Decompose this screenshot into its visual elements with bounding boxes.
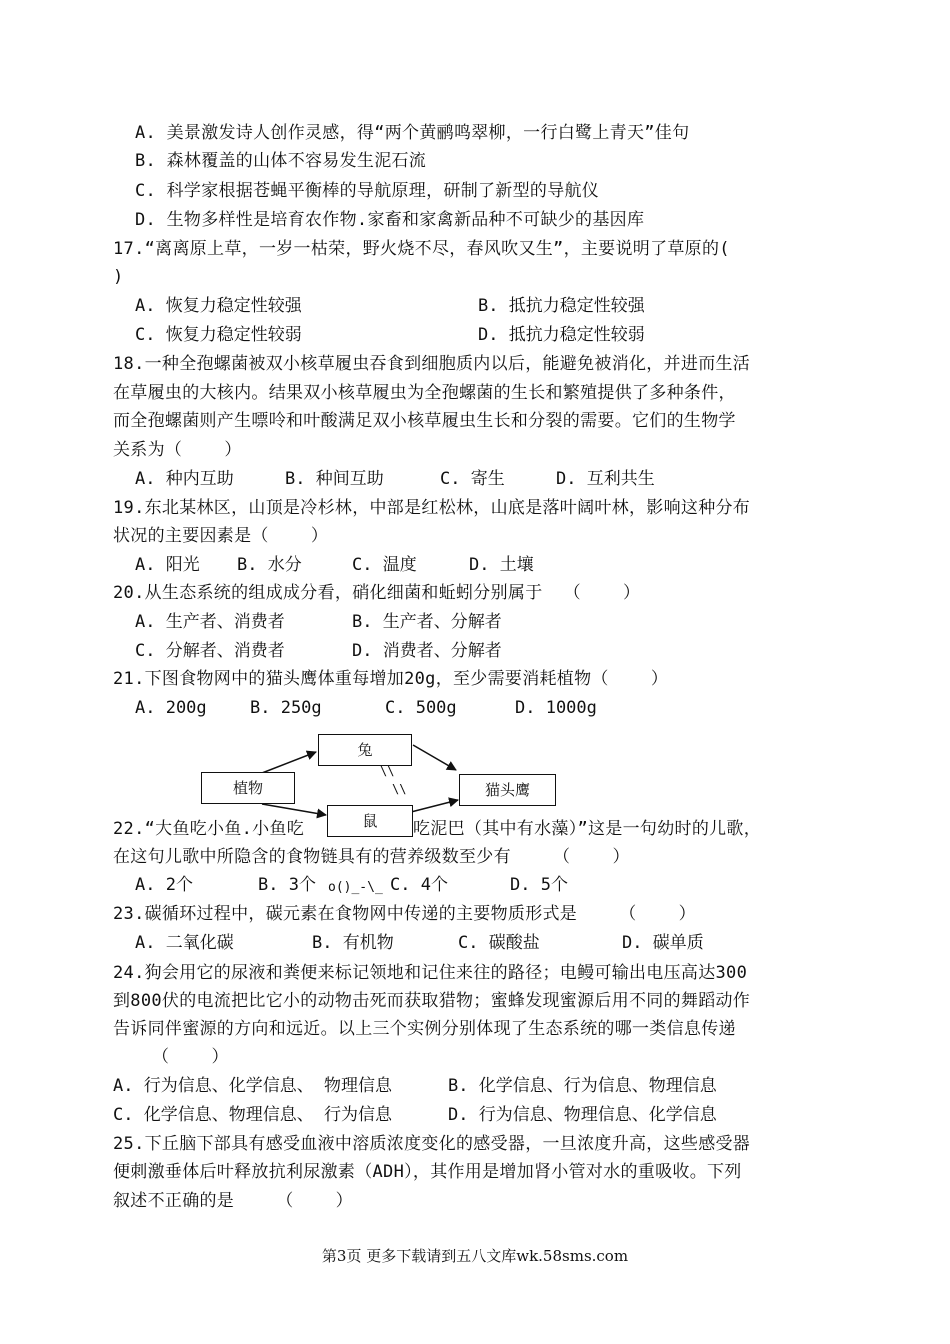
arrow-plant-to-rabbit <box>262 752 316 773</box>
q19-option-b: B. 水分 <box>237 555 302 575</box>
q22-stem-part2: 吃泥巴（其中有水藻）”这是一句幼时的儿歌， <box>413 819 762 839</box>
q23-option-b: B. 有机物 <box>312 933 394 953</box>
q24-option-c: C. 化学信息、物理信息、 行为信息 <box>113 1105 392 1125</box>
q25-stem-2: 便刺激垂体后叶释放抗利尿激素（ADH），其作用是增加肾小管对水的重吸收。下列 <box>113 1162 742 1182</box>
q24-stem-3: 告诉同伴蜜源的方向和远近。以上三个实例分别体现了生态系统的哪一类信息传递 <box>113 1019 736 1039</box>
q18-option-c: C. 寄生 <box>440 469 505 489</box>
q24-option-a: A. 行为信息、化学信息、 物理信息 <box>113 1076 392 1096</box>
q20-option-d: D. 消费者、分解者 <box>352 641 502 661</box>
page-footer: 第3页 更多下载请到五八文库wk.58sms.com <box>321 1247 629 1265</box>
q23-stem: 23.碳循环过程中，碳元素在食物网中传递的主要物质形式是 （ ） <box>113 904 696 924</box>
q25-stem-3: 叙述不正确的是 （ ） <box>113 1191 353 1211</box>
q20-option-c: C. 分解者、消费者 <box>135 641 285 661</box>
food-web-node-plant: 植物 <box>201 772 295 804</box>
q18-stem-2: 在草履虫的大核内。结果双小核草履虫为全孢螺菌的生长和繁殖提供了多种条件， <box>113 383 736 403</box>
q25-stem-1: 25.下丘脑下部具有感受血液中溶质浓度变化的感受器，一旦浓度升高，这些感受器 <box>113 1134 751 1154</box>
q17-stem-cont: ) <box>113 267 124 287</box>
food-web-node-mouse: 鼠 <box>327 805 413 837</box>
q21-option-b: B. 250g <box>250 698 322 718</box>
arrow-rabbit-to-owl <box>413 745 456 770</box>
q16-option-a: A. 美景激发诗人创作灵感，得“两个黄鹂鸣翠柳，一行白鹭上青天”佳句 <box>135 123 690 143</box>
food-web-node-rabbit: 兔 <box>318 734 412 766</box>
q23-option-c: C. 碳酸盐 <box>458 933 540 953</box>
q16-option-d: D. 生物多样性是培育农作物.家畜和家禽新品种不可缺少的基因库 <box>135 210 645 230</box>
q17-option-b: B. 抵抗力稳定性较强 <box>478 296 645 316</box>
q17-option-a: A. 恢复力稳定性较强 <box>135 296 302 316</box>
q16-option-b: B. 森林覆盖的山体不容易发生泥石流 <box>135 151 427 171</box>
q21-stem: 21.下图食物网中的猫头鹰体重每增加20g，至少需要消耗植物（ ） <box>113 669 669 689</box>
q19-option-c: C. 温度 <box>352 555 417 575</box>
q22-stem-2: 在这句儿歌中所隐含的食物链具有的营养级数至少有 （ ） <box>113 847 630 867</box>
q23-option-a: A. 二氧化碳 <box>135 933 234 953</box>
q23-option-d: D. 碳单质 <box>622 933 704 953</box>
q19-stem-1: 19.东北某林区，山顶是冷杉林，中部是红松林，山底是落叶阔叶林，影响这种分布 <box>113 498 751 518</box>
q20-option-a: A. 生产者、消费者 <box>135 612 285 632</box>
q24-stem-1: 24.狗会用它的尿液和粪便来标记领地和记住来往的路径；电鳗可输出电压高达300 <box>113 963 748 983</box>
q18-stem-4: 关系为（ ） <box>113 440 242 460</box>
q18-stem-1: 18.一种全孢螺菌被双小核草履虫吞食到细胞质内以后，能避免被消化，并进而生活 <box>113 354 751 374</box>
q21-option-c: C. 500g <box>385 698 457 718</box>
q17-stem: 17.“离离原上草，一岁一枯荣，野火烧不尽，春风吹又生”，主要说明了草原的( <box>113 239 730 259</box>
q18-option-a: A. 种内互助 <box>135 469 234 489</box>
q16-option-c: C. 科学家根据苍蝇平衡棒的导航原理，研制了新型的导航仪 <box>135 181 600 201</box>
arrow-mouse-to-owl <box>411 800 458 812</box>
q21-option-d: D. 1000g <box>515 698 597 718</box>
q19-stem-2: 状况的主要因素是（ ） <box>113 526 329 546</box>
q24-option-d: D. 行为信息、物理信息、化学信息 <box>448 1105 717 1125</box>
arrow-plant-to-mouse <box>262 804 326 815</box>
q17-option-c: C. 恢复力稳定性较弱 <box>135 325 302 345</box>
q22-scan-noise: o()_-\_ <box>328 880 383 895</box>
q24-stem-4: （ ） <box>152 1047 229 1067</box>
q21-option-a: A. 200g <box>135 698 207 718</box>
q19-option-a: A. 阳光 <box>135 555 200 575</box>
q22-option-d: D. 5个 <box>510 875 568 895</box>
q22-option-a: A. 2个 <box>135 875 193 895</box>
q17-option-d: D. 抵抗力稳定性较弱 <box>478 325 645 345</box>
food-web-node-owl: 猫头鹰 <box>459 774 556 806</box>
q22-stem-part1: 22.“大鱼吃小鱼.小鱼吃 <box>113 819 305 839</box>
q20-option-b: B. 生产者、分解者 <box>352 612 502 632</box>
q22-option-b: B. 3个 <box>258 875 316 895</box>
q22-option-c: C. 4个 <box>390 875 448 895</box>
diagram-mark-1: \\ <box>380 764 395 778</box>
diagram-mark-2: \\ <box>392 782 407 796</box>
q24-stem-2: 到800伏的电流把比它小的动物击死而获取猎物；蜜蜂发现蜜源后用不同的舞蹈动作 <box>113 991 751 1011</box>
q24-option-b: B. 化学信息、行为信息、物理信息 <box>448 1076 717 1096</box>
q19-option-d: D. 土壤 <box>469 555 534 575</box>
q20-stem: 20.从生态系统的组成成分看，硝化细菌和蚯蚓分别属于 （ ） <box>113 583 641 603</box>
q18-option-d: D. 互利共生 <box>556 469 655 489</box>
q18-stem-3: 而全孢螺菌则产生嘌呤和叶酸满足双小核草履虫生长和分裂的需要。它们的生物学 <box>113 411 736 431</box>
q18-option-b: B. 种间互助 <box>285 469 384 489</box>
